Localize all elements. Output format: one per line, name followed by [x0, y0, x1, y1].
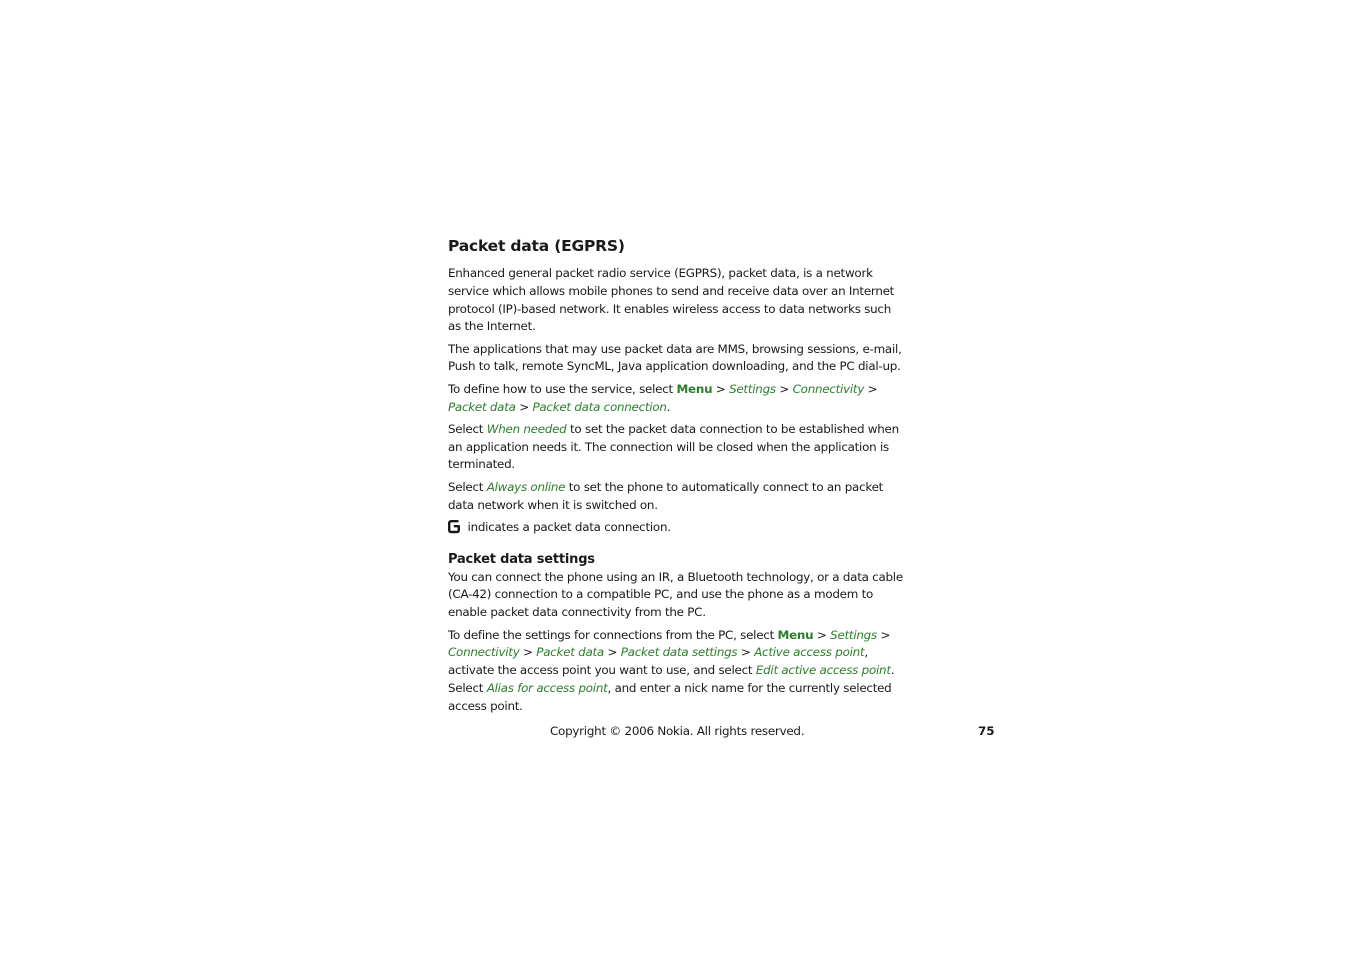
path-separator: > — [864, 381, 878, 396]
option-packet-data-settings: Packet data settings — [620, 645, 738, 660]
section-title: Packet data (EGPRS) — [448, 237, 625, 255]
text-fragment: , and enter a nick name for the currently selected access point. — [448, 680, 892, 713]
path-separator: > — [876, 627, 891, 642]
option-packet-data: Packet data — [448, 399, 516, 414]
when-needed-paragraph — [448, 421, 904, 474]
text-fragment: . — [666, 399, 671, 414]
option-packet-data-connection: Packet data connection — [532, 399, 667, 414]
path-separator: > — [813, 627, 831, 642]
option-when-needed: When needed — [486, 421, 567, 436]
option-alias-for-access-point: Alias for access point — [486, 680, 608, 695]
define-service-paragraph — [448, 381, 904, 417]
subsection-title: Packet data settings — [448, 551, 595, 567]
path-separator: > — [712, 381, 730, 396]
path-separator: > — [519, 645, 537, 660]
applications-paragraph: The applications that may use packet data are MMS, browsing sessions, e-mail, Push to talk, remote SyncML, Java application downloading, and the PC dial-up. — [448, 341, 902, 374]
text-fragment: , activate the access point you want to use, and select — [448, 645, 868, 678]
text-fragment: to set the phone to automatically connect to an packet data network when it is switched on. — [448, 479, 884, 512]
text-fragment: indicates a packet data connection. — [464, 519, 671, 534]
menu-keyword: Menu — [676, 381, 713, 396]
text-fragment: . Select — [448, 663, 895, 695]
option-edit-active-access-point: Edit active access point — [755, 663, 891, 678]
option-settings: Settings — [830, 627, 877, 642]
path-separator: > — [775, 381, 793, 396]
always-online-paragraph — [448, 479, 904, 515]
connect-pc-paragraph: You can connect the phone using an IR, a Bluetooth technology, or a data cable (CA-42) connection to a compatible PC, and use the phone as a modem to enable packet data connectivity from the PC. — [448, 569, 903, 620]
option-connectivity: Connectivity — [448, 645, 520, 660]
option-active-access-point: Active access point — [754, 645, 865, 660]
path-separator: > — [737, 645, 755, 660]
define-settings-paragraph — [448, 627, 904, 716]
text-fragment: Select — [448, 479, 487, 494]
option-always-online: Always online — [486, 479, 566, 494]
indicator-paragraph — [448, 519, 904, 537]
option-connectivity: Connectivity — [792, 381, 865, 396]
page-number: 75 — [978, 724, 995, 738]
path-separator: > — [515, 399, 533, 414]
option-packet-data: Packet data — [536, 645, 604, 660]
copyright-footer: Copyright © 2006 Nokia. All rights reserved. — [550, 724, 805, 738]
text-fragment: Select — [448, 421, 487, 436]
packet-data-g-icon — [448, 519, 460, 534]
path-separator: > — [603, 645, 621, 660]
text-fragment: to set the packet data connection to be established when an application needs it. The connection will be closed when the application is terminated. — [448, 421, 899, 472]
text-fragment: To define how to use the service, select — [448, 381, 677, 396]
page-content — [448, 236, 904, 720]
option-settings: Settings — [729, 381, 776, 396]
menu-keyword: Menu — [777, 627, 814, 642]
text-fragment: To define the settings for connections from the PC, select — [448, 627, 778, 642]
intro-paragraph: Enhanced general packet radio service (EGPRS), packet data, is a network service which allows mobile phones to send and receive data over an Internet protocol (IP)-based network. It enables wireless access to data networks such as the Internet. — [448, 266, 895, 334]
